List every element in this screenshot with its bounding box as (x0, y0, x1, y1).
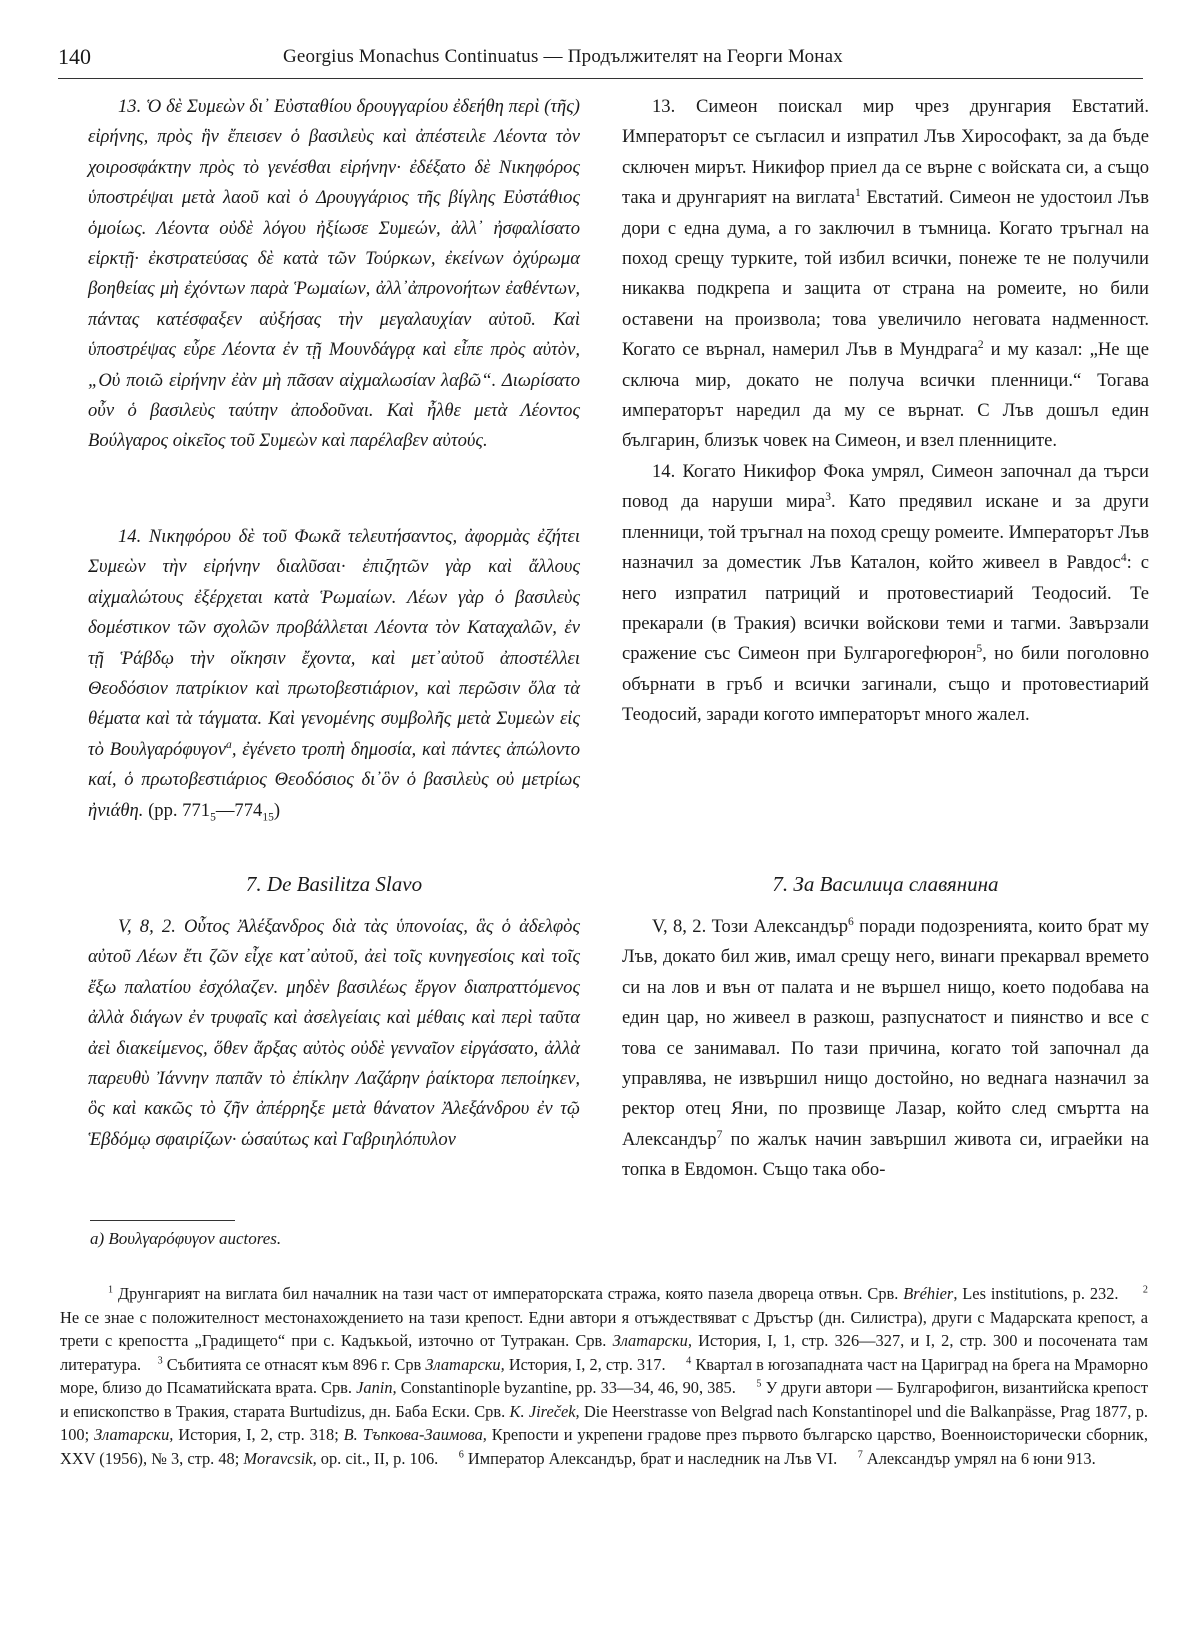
greek-para-14-end: , ἐγένετο τροπὴ δημοσία, καὶ πάντες ἀπώλοντο καί, ὁ πρωτοβεστιάριος Θεοδόσιος δι᾿ὃν ὁ βασιλεὺς οὐ μετρίως ἠνιάθη. (88, 738, 580, 821)
footnote-ref-3: 3 (825, 491, 831, 504)
footnote-4: $^4$ Квартал в югозападната част на Цариград на брега на Мраморно море, близо до Псаматийската врата. Срв. Janin, Constantinople byzantine, pp. 33—34, 46, 90, 385. (60, 1354, 1149, 1397)
bulgarian-para-13-text: 13. Симеон поискал мир чрез друнгария Евстатий. Императорът се съгласил и изпратил Лъв Хирософакт, за да бъде сключен мирът. Никифор приел да се върне с войската си, а също така и друнгарият на виглата$^1$ Евстатий. Симеон не удостоил Лъв дори с една дума, а го заключил в тъмница. Когато тръгнал на поход срещу турките, той избил всички, понеже те не получили никаква подкрепа и защита от страна на ромеите, но били оставени на произвола; това увеличило неговата надменност. Когато се върнал, намерил Лъв в Мундрага$^2$ и му казал: „Не ще сключа мир, докато не получа всички пленници.“ Тогава императорът наредил да му се върнат. С Лъв дошъл един българин, близък човек на Симеон, и взел пленниците. (622, 96, 1149, 452)
apparatus-mark-a: a (226, 738, 232, 751)
footnote-6: $^6$ Император Александър, брат и наследник на Лъв VI. (458, 1448, 838, 1468)
page-reference: (pp. $771_5—774_{15}$) (148, 799, 281, 824)
footnote-ref-4: 4 (1120, 551, 1127, 564)
footnote-3: $^3$ Събитията се отнасят към 896 г. Срв Златарски, История, I, 2, стр. 317. (157, 1354, 666, 1374)
footnote-5: $^5$ У други автори — Булгарофигон, византийска крепост и епископство в Тракия, старата Burtudizus, дн. Баба Ески. Срв. K. Jireček, Die Heerstrasse von Belgrad nach Konstantinopel und die Balkanpässe, Prag 1877, p. 100; Златарски, История, I, 2, стр. 318; В. Тъпкова-Заимова, Крепости и укрепени градове през първото българско царство, Военноисторически сборник, XXV (1956), № 3, стр. 48; Moravcsik, op. cit., II, p. 106. (60, 1378, 1148, 1468)
greek-para-13-text: 13. Ὁ δὲ Συμεὼν δι᾿ Εὐσταθίου δρουγγαρίου ἐδεήθη περὶ (τῆς) εἰρήνης, πρὸς ἣν ἔπεισεν ὁ βασιλεὺς καὶ ἀπέστειλε Λέοντα τὸν χοιροσφάκτην πρὸς τὸ γενέσθαι εἰρήνην· ἐδέξατο δὲ Νικηφόρος ὑποστρέψαι μετὰ λαοῦ καὶ ὁ Δρουγγάριος τῆς βίγλης Εὐστάθιος ὁμοίως. Λέοντα οὐδὲ λόγου ἠξίωσε Συμεών, ἀλλ᾿ ἠσφαλίσατο εἱρκτῇ· ἐκστρατεύσας δὲ κατὰ τῶν Τούρκων, ἐκείνων ὀχύρωμα βοηθείας μὴ ἐχόντων παρὰ Ῥωμαίων, ἀλλ᾿ἀπρονοήτων ἐαθέντων, πάντας κατέσφαξεν αὐξήσας τὴν μεγαλαυχίαν αὐτοῦ. Καὶ ὑποστρέψας εὗρε Λέοντα ἐν τῇ Μουνδάγρᾳ καὶ εἶπε πρὸς αὐτὸν, „Οὐ ποιῶ εἰρήνην ἐὰν μὴ πᾶσαν αἰχμαλωσίαν λαβῶ“. Διωρίσατο οὖν ὁ βασιλεὺς ταύτην ἀποδοῦναι. Καὶ ἦλθε μετὰ Λέοντος Βούλγαρος οἰκεῖος τοῦ Συμεὼν καὶ παρέλαβεν αὐτούς. (88, 96, 580, 452)
bulgarian-para-v (622, 912, 1149, 1186)
greek-para-14 (88, 522, 580, 826)
greek-para-13 (88, 92, 580, 457)
greek-para-v (88, 912, 580, 1155)
section-title-latin: 7. De Basilitza Slavo (245, 872, 423, 896)
greek-para-14-text (88, 522, 580, 826)
bulgarian-para-13 (622, 92, 1149, 731)
greek-para-14-main: 14. Νικηφόρου δὲ τοῦ Φωκᾶ τελευτήσαντος, ἀφορμὰς ἐζήτει Συμεὼν τὴν εἰρήνην διαλῦσαι· ἐπιζητῶν γὰρ καὶ ἄλλους αἰχμαλώτους ἐξέρχεται κατὰ Ῥωμαίων. Λέων γὰρ ὁ βασιλεὺς δομέστικον τῶν σχολῶν προβάλλεται Λέοντα τὸν Καταχαλῶν, ἐν τῇ Ῥάβδῳ τὴν οἴκησιν ἔχοντα, καὶ μετ᾿αὐτοῦ ἀποστέλλει Θεοδόσιον πατρίκιον καὶ πρωτοβεστιάριον, καὶ περῶσιν ὅλα τὰ θέματα καὶ τὰ τάγματα. Καὶ γενομένης συμβολῆς μετὰ Συμεὼν εἰς τὸ Βουλγαρόφυγον (88, 526, 580, 760)
footnotes (60, 1282, 1148, 1470)
bulgarian-para-14-text: 14. Когато Никифор Фока умрял, Симеон започнал да търси повод да наруши мира$^3$. Като предявил искане и за други пленници, той тръгнал на поход срещу ромеите. Императорът Лъв назначил за доместик Лъв Каталон, който живеел в Равдос$^4$: с него изпратил патриций и протовестиарий Теодосий. Те прекарали (в Тракия) всички войскови теми и тагми. Завързали сражение със Симеон при Булгарогефюрон$^5$, но били поголовно обърнати в гръб и всички загинали, също и протовестиарий Теодосий, заради когото императорът много жалел. (622, 460, 1150, 726)
footnote-ref-6: 6 (848, 915, 854, 928)
apparatus-note: a) Βουλγαρόφυγον auctores. (90, 1229, 282, 1248)
page-number: 140 (58, 44, 91, 69)
greek-para-v-text: V, 8, 2. Οὗτος Ἀλέξανδρος διὰ τὰς ὑπονοίας, ἃς ὁ ἀδελφὸς αὐτοῦ Λέων ἔτι ζῶν εἶχε κατ᾿αὐτοῦ, ἀεὶ τοῖς κυνηγεσίοις καὶ τοῖς ἔξω παλατίου ἐσχόλαζεν. μηδὲν βασιλέως ἔργον διαπραττόμενος ἀλλὰ διάγων ἐν τρυφαῖς καὶ ἀσελγείαις καὶ μέθαις καὶ περὶ ταῦτα ἀεὶ διακείμενος, ὅθεν ἄρξας αὐτὸς οὐδὲ γενναῖον εἰργάσατο, ἀλλὰ παρευθὺ Ἰάννην παπᾶν τὸ ἐπίκλην Λαζάρην ῥαίκτορα πεποίηκεν, ὃς καὶ κακῶς τὸ ζῆν ἀπέρρηξε μετὰ θάνατον Ἀλεξάνδρου ἐν τῷ Ἑβδόμῳ σφαιρίζων· ὡσαύτως καὶ Γαβριηλόπυλον (88, 916, 580, 1150)
page-header (58, 44, 1143, 74)
footnote-ref-1: 1 (855, 187, 861, 200)
column-divider (601, 92, 602, 1252)
apparatus-rule (90, 1220, 235, 1221)
header-rule (58, 78, 1143, 79)
section-title-bulgarian: 7. За Василица славянина (772, 872, 999, 896)
bulgarian-para-v-text: V, 8, 2. Този Александър$^6$ поради подозренията, които брат му Лъв, докато бил жив, имал срещу него, винаги прекарвал времето си на лов и вън от палата и не вършел нищо, което подобава на един цар, но живеел в разкош, разпуснатост и пиянство и все с това се занимавал. По тази причина, когато той започнал да управлява, не извършил нищо достойно, но веднага назначил за ректор отец Яни, по прозвище Лазар, който след смъртта на Александър$^7$ по жалък начин завършил живота си, играейки на топка в Евдомон. Също така обо- (622, 915, 1149, 1181)
footnote-1: $^1$ Друнгарият на виглата бил началник на тази част от императорската стража, която пазела двореца отвън. Срв. Bréhier, Les institutions, p. 232. (108, 1284, 1119, 1303)
footnote-7: $^7$ Александър умрял на 6 юни 913. (857, 1448, 1096, 1468)
footnote-2: $^2$ Не се знае с положителност местонахождението на тази крепост. Едни автори я отъждествяват с Дръстър (дн. Силистра), други с Мадарската крепост, а трети с крепостта „Градището“ при с. Кадъкьой, източно от Тутракан. Срв. Златарски, История, I, 1, стр. 326—327, и I, 2, стр. 300 и посочената там литература. (60, 1284, 1149, 1374)
critical-apparatus (90, 1220, 590, 1249)
footnote-ref-2: 2 (977, 339, 984, 352)
footnote-ref-5: 5 (976, 643, 983, 656)
running-title: Georgius Monachus Continuatus — Продължителят на Георги Монах (283, 46, 844, 67)
footnote-ref-7: 7 (716, 1128, 723, 1141)
